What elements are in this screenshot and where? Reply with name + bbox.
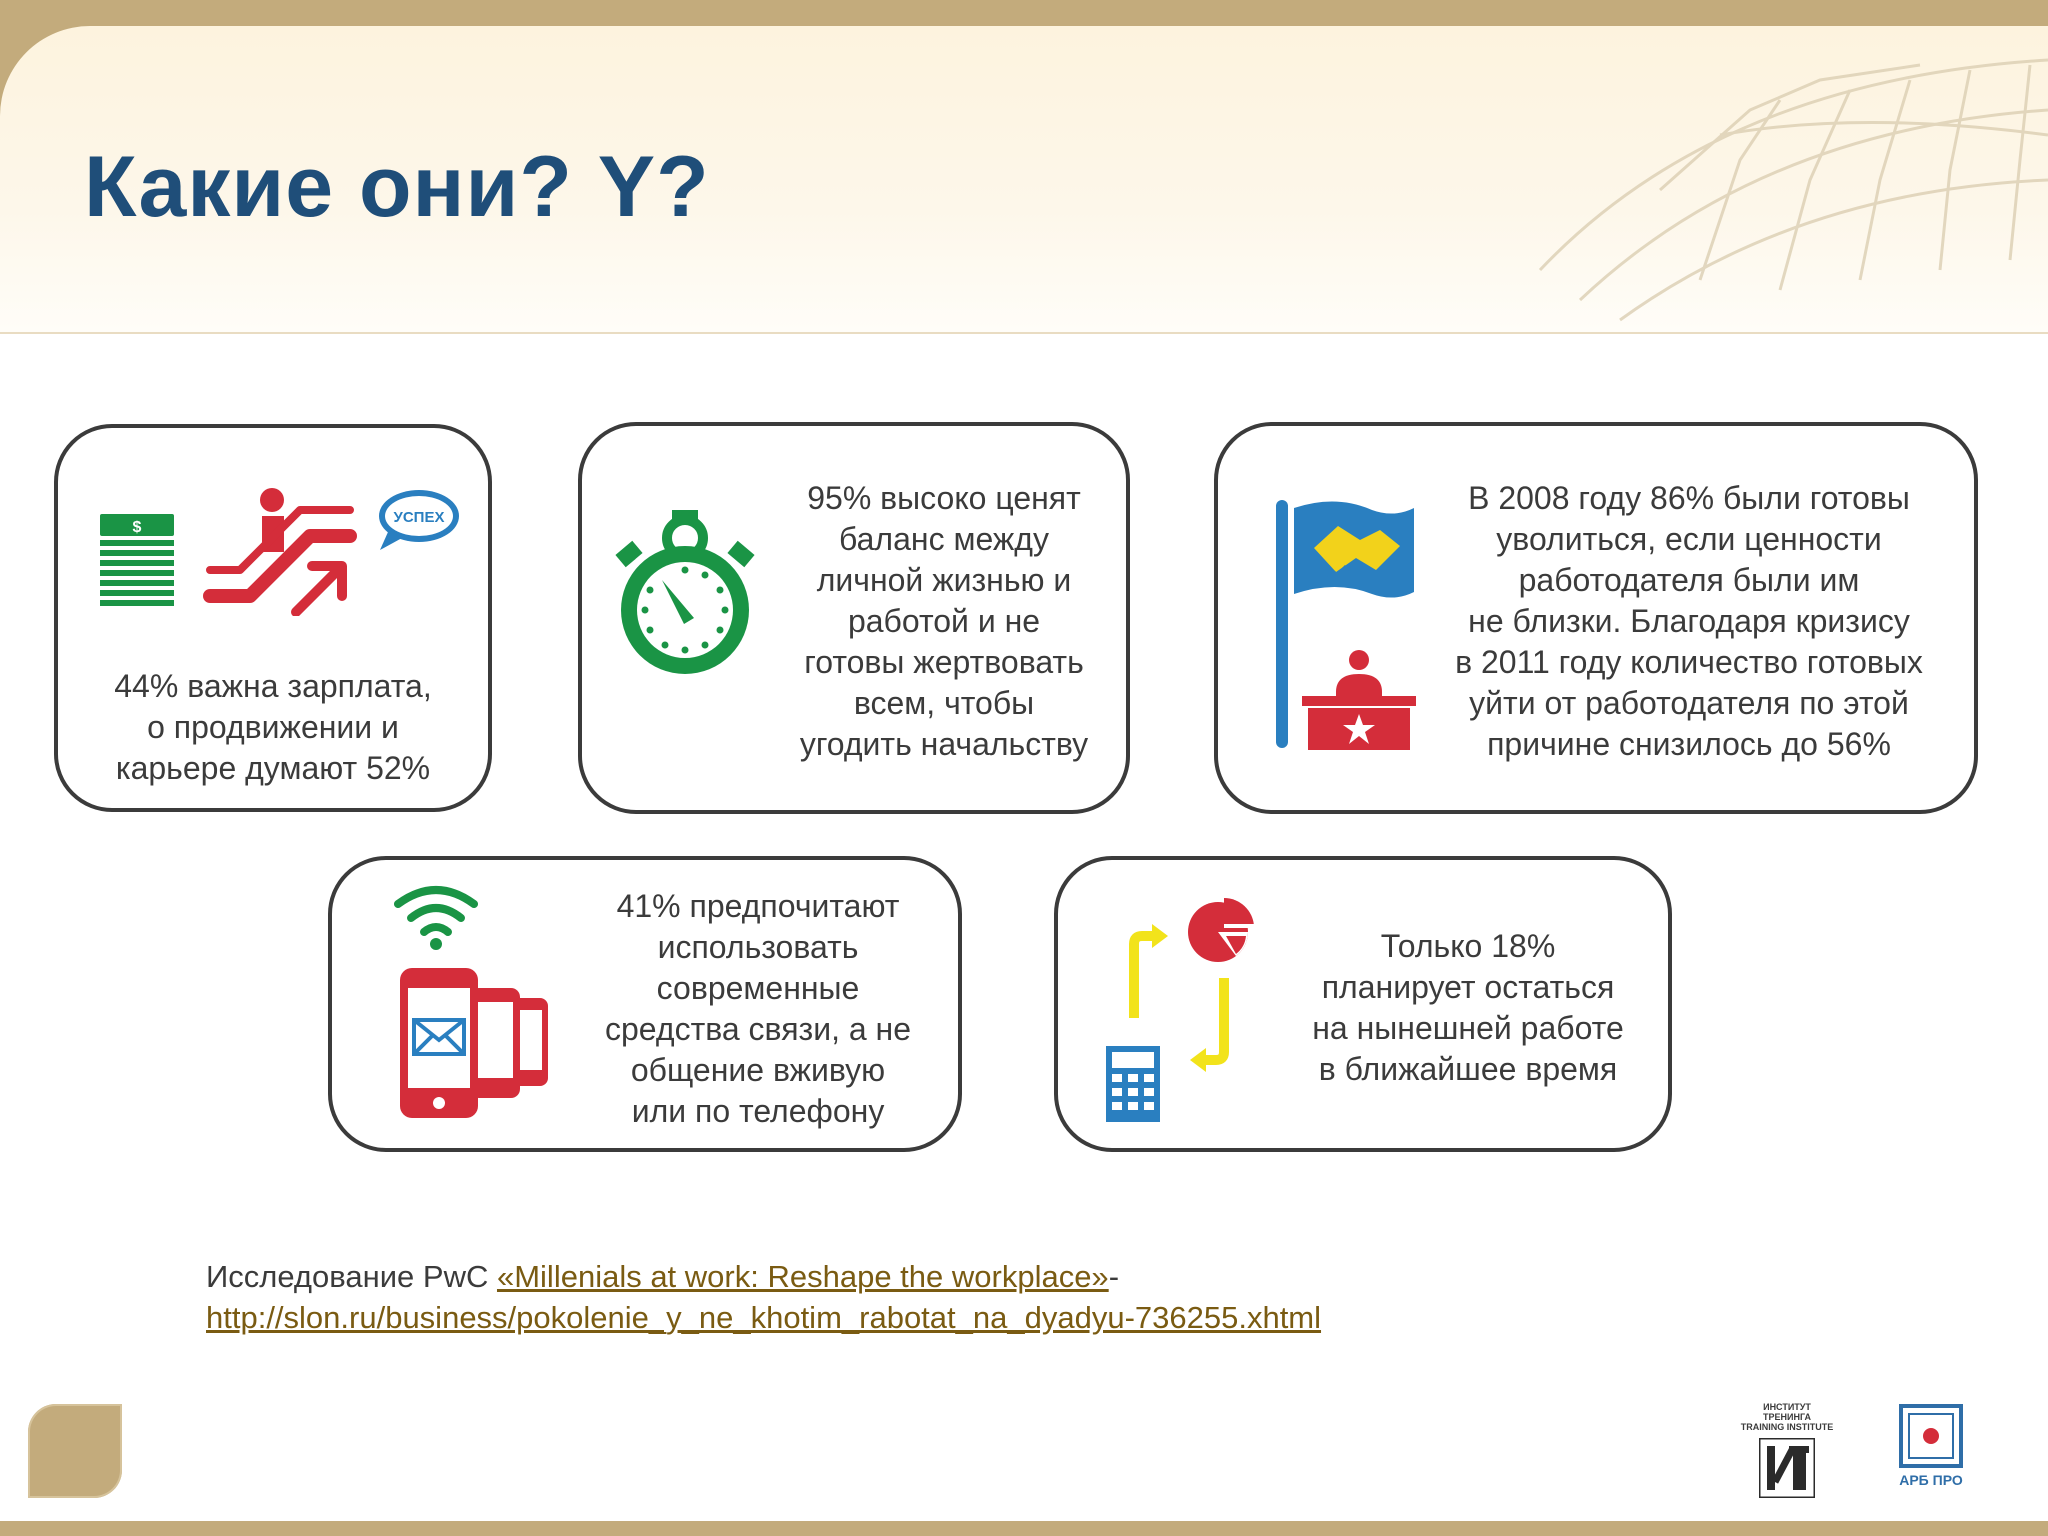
source-dash: - xyxy=(1108,1259,1120,1294)
card-employer-values-text: В 2008 году 86% были готовы уволиться, если ценности работодателя были им не близки. Благодаря кризису в 2011 году количество готовых уйти от работодателя по этой причине снизилось до 56% xyxy=(1455,480,1923,762)
bottom-band xyxy=(0,1521,2048,1536)
card-work-life-balance xyxy=(578,422,1130,814)
institute-caption-ru: ИНСТИТУТ ТРЕНИНГА xyxy=(1762,1402,1811,1422)
card-employer-values xyxy=(1214,422,1978,814)
page-title: Какие они? Y? xyxy=(84,139,710,235)
source-prefix: Исследование PwC xyxy=(206,1259,497,1294)
pie-chart-icon xyxy=(1186,896,1258,964)
arb-pro-caption: АРБ ПРО xyxy=(1899,1472,1963,1488)
training-institute-logo xyxy=(1740,1402,1834,1498)
study-link[interactable]: «Millenials at work: Reshape the workplace» xyxy=(496,1259,1109,1294)
source-citation xyxy=(206,1256,1321,1338)
institute-caption-en: TRAINING INSTITUTE xyxy=(1740,1422,1834,1432)
card-retention xyxy=(1054,856,1672,1152)
calculator-icon xyxy=(1106,1046,1160,1122)
escalator-icon xyxy=(200,486,366,616)
institute-mark-icon xyxy=(1759,1438,1815,1498)
speech-bubble-icon xyxy=(376,488,462,552)
arrow-up-icon xyxy=(1124,920,1168,1020)
speech-bubble-label: УСПЕХ xyxy=(393,509,445,526)
stopwatch-icon xyxy=(614,508,756,676)
card-salary xyxy=(54,424,492,812)
money-stack-icon xyxy=(100,514,176,610)
corner-tab-decoration xyxy=(28,1404,122,1498)
arb-pro-mark-icon xyxy=(1899,1404,1963,1468)
card-work-life-balance-text: 95% высоко ценят баланс между личной жизнью и работой и не готовы жертвовать всем, чтобы угодить начальству xyxy=(799,480,1089,762)
desk-person-icon xyxy=(1302,650,1416,750)
source-line-1 xyxy=(206,1256,1321,1297)
top-band xyxy=(0,0,2048,26)
card-retention-text: Только 18% планирует остаться на нынешней работе в ближайшее время xyxy=(1312,928,1624,1087)
phones-icon xyxy=(400,968,550,1118)
dome-sketch-decoration xyxy=(1520,40,2048,330)
card-communication-text: 41% предпочитают использовать современные средства связи, а не общение вживую или по телефону xyxy=(605,888,911,1129)
card-communication xyxy=(328,856,962,1152)
source-url-link[interactable]: http://slon.ru/business/pokolenie_y_ne_khotim_rabotat_na_dyadyu-736255.xhtml xyxy=(206,1300,1322,1335)
wifi-icon xyxy=(394,884,478,950)
source-line-2 xyxy=(206,1297,1321,1338)
card-salary-text: 44% важна зарплата, о продвижении и карьере думают 52% xyxy=(114,668,432,786)
money-symbol: $ xyxy=(132,519,142,536)
arrow-down-icon xyxy=(1188,978,1234,1074)
arb-pro-logo xyxy=(1894,1404,1968,1488)
